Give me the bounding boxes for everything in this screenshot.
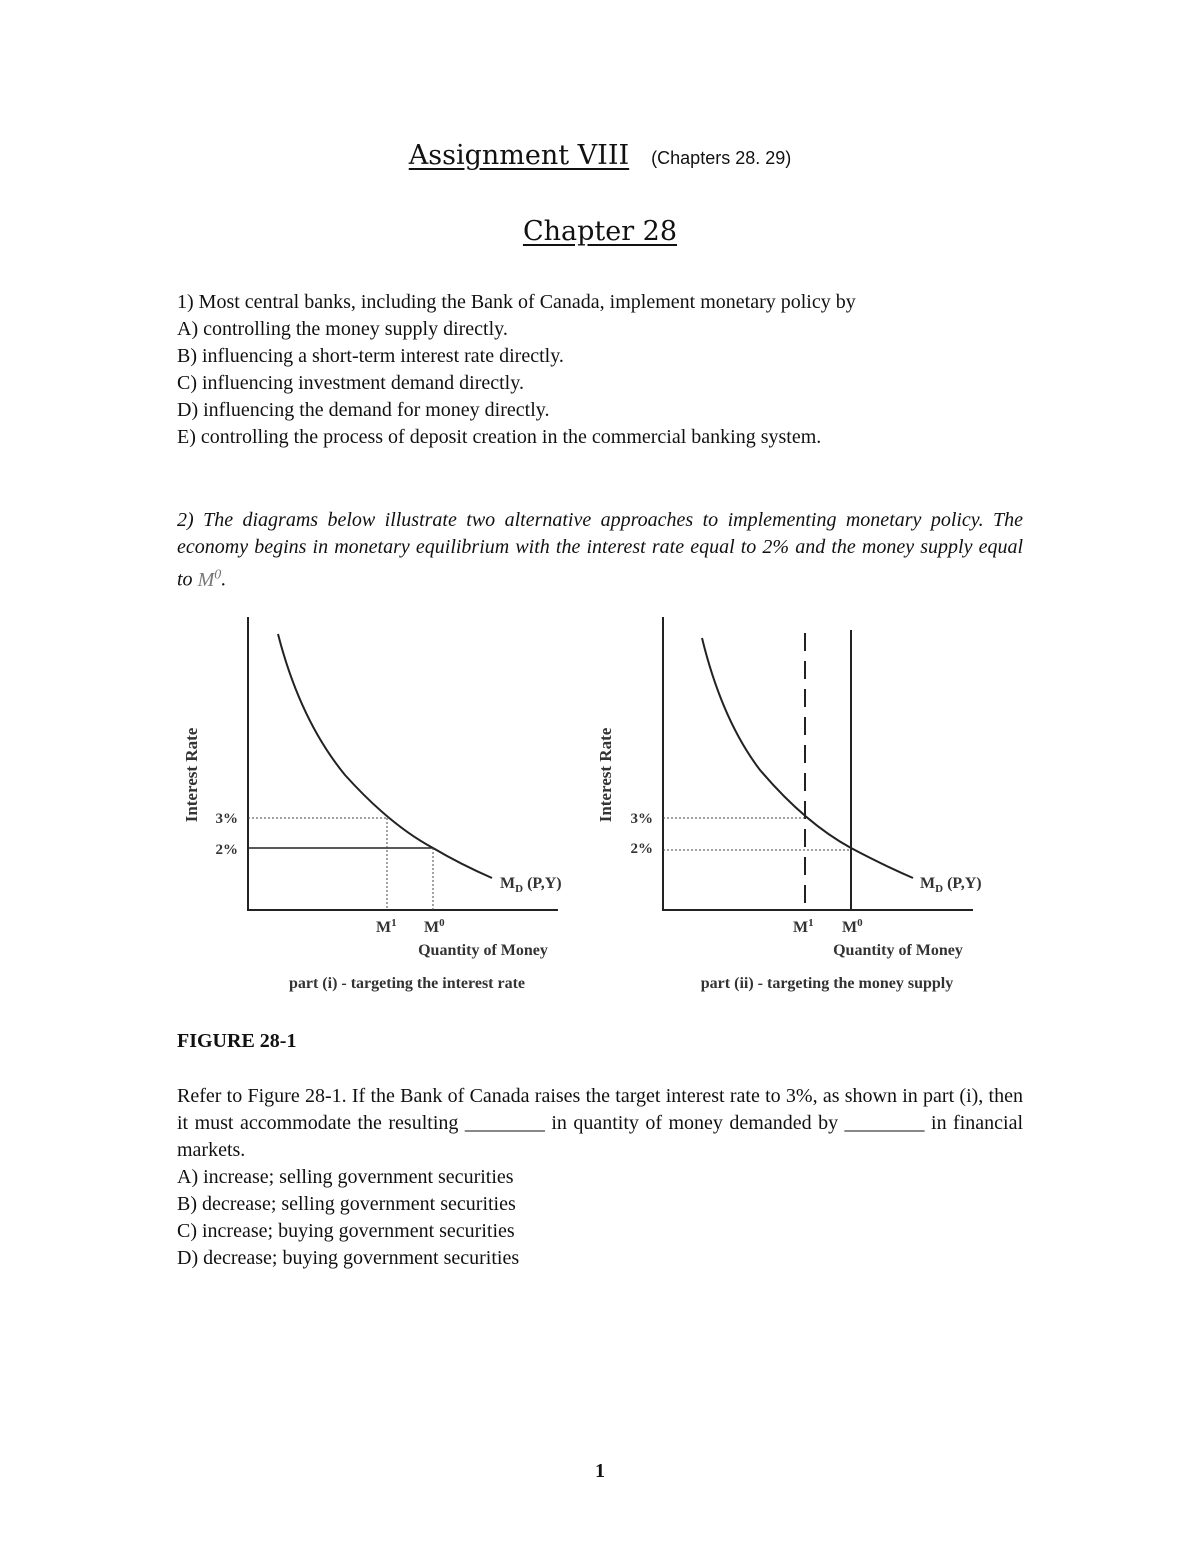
- panel-ii-curve-label: $M_D$ (P,Y): [920, 875, 982, 895]
- panel-ii-x-label: Quantity of Money: [833, 942, 963, 959]
- panel-ii-m1-label: $M^1$: [793, 917, 814, 936]
- question-1-stem: 1) Most central banks, including the Bank of Canada, implement monetary policy by: [177, 291, 856, 313]
- assignment-title: Assignment VIII: [408, 140, 630, 171]
- question-3-option-b: B) decrease; selling government securities: [177, 1193, 516, 1215]
- question-3-option-a: A) increase; selling government securities: [177, 1166, 514, 1188]
- question-1-option-e: E) controlling the process of deposit creation in the commercial banking system.: [177, 426, 822, 448]
- panel-ii-m0-label: $M^0$: [842, 917, 863, 936]
- question-3: [177, 1083, 1023, 1272]
- question-3-stem: Refer to Figure 28-1. If the Bank of Canada raises the target interest rate to 3%, as shown in part (i), then it must accommodate the resulting ________ in quantity of money demanded by ________ in financial markets.: [177, 1085, 1023, 1161]
- panel-i-x-label: Quantity of Money: [418, 942, 548, 959]
- panel-i-demand-curve: [278, 634, 492, 878]
- panel-i-y-label: Interest Rate: [182, 727, 201, 823]
- panel-ii: [596, 617, 982, 992]
- m0-symbol: $M^0$: [197, 567, 222, 591]
- panel-i: [182, 617, 562, 992]
- panel-i-caption: part (i) - targeting the interest rate: [288, 975, 526, 992]
- chapters-note: (Chapters 28. 29): [651, 148, 792, 168]
- panel-i-curve-label: $M_D$ (P,Y): [500, 875, 562, 895]
- panel-i-tick-2: 2%: [215, 842, 238, 858]
- panel-i-m0-label: $M^0$: [424, 917, 445, 936]
- panel-i-tick-3: 3%: [215, 811, 238, 827]
- question-1-option-b: B) influencing a short-term interest rate directly.: [177, 345, 564, 367]
- panel-ii-caption: part (ii) - targeting the money supply: [700, 975, 954, 992]
- question-2-intro: 2) The diagrams below illustrate two alternative approaches to implementing monetary policy. The economy begins in monetary equilibrium with the interest rate equal to 2% and the money supply equal to: [177, 509, 1023, 591]
- panel-i-m1-label: $M^1$: [376, 917, 397, 936]
- page-number: 1: [595, 1460, 605, 1482]
- panel-ii-tick-3: 3%: [630, 811, 653, 827]
- panel-ii-y-label: Interest Rate: [596, 727, 615, 823]
- question-2: 2) The diagrams below illustrate two alternative approaches to implementing monetary policy. The economy begins in monetary equilibrium with the interest rate equal to 2% and the money supply equal to $M^0$.: [177, 509, 1023, 591]
- question-3-option-c: C) increase; buying government securities: [177, 1220, 515, 1242]
- question-1-option-c: C) influencing investment demand directly.: [177, 372, 524, 394]
- chapter-heading: Chapter 28: [522, 216, 678, 247]
- panel-ii-demand-curve: [702, 638, 913, 878]
- question-1-option-a: A) controlling the money supply directly.: [177, 318, 508, 340]
- figure-label: FIGURE 28-1: [177, 1030, 297, 1052]
- question-1-option-d: D) influencing the demand for money directly.: [177, 399, 550, 421]
- panel-ii-tick-2: 2%: [630, 841, 653, 857]
- question-3-option-d: D) decrease; buying government securities: [177, 1247, 520, 1269]
